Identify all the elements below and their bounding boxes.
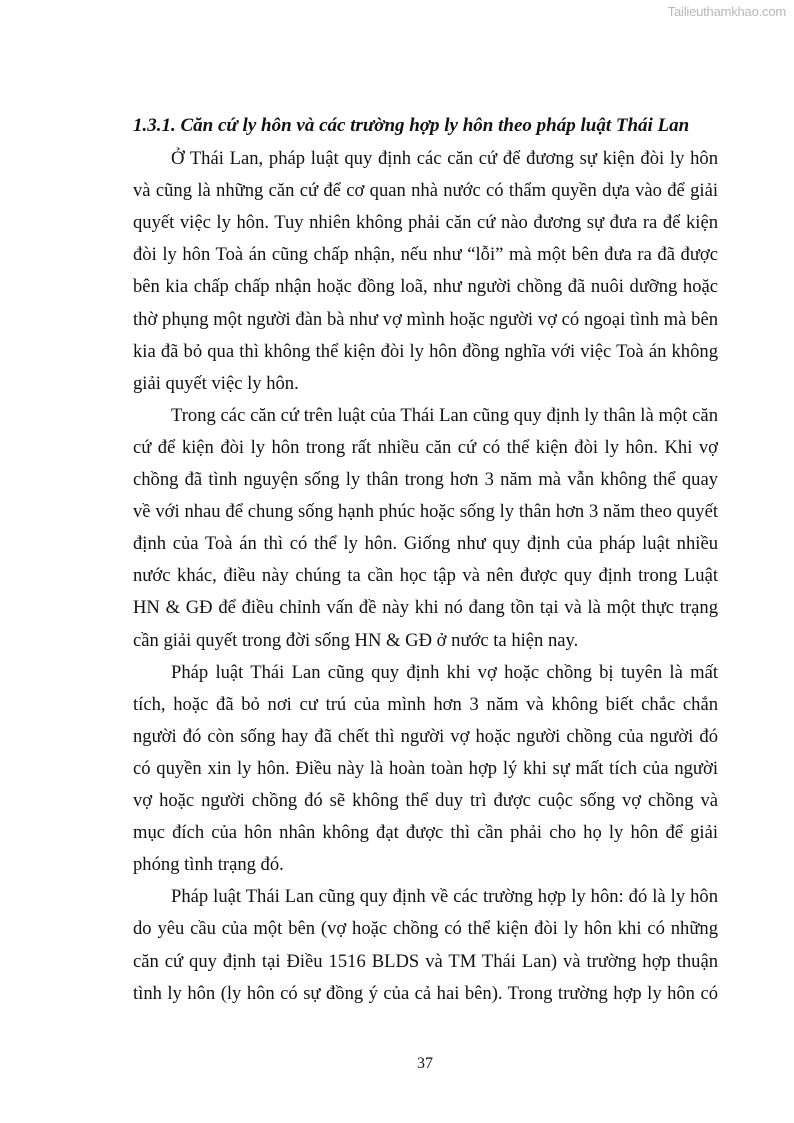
text-line: Trong các căn cứ trên luật của Thái Lan cũng quy định ly thân là một căn — [171, 404, 718, 426]
text-line: có quyền xin ly hôn. Điều này là hoàn toàn hợp lý khi sự mất tích của người — [133, 757, 718, 779]
text-line: nước khác, điều này chúng ta cần học tập và nên được quy định trong Luật — [133, 565, 718, 587]
section-heading: 1.3.1. Căn cứ ly hôn và các trường hợp ly hôn theo pháp luật Thái Lan — [133, 115, 690, 136]
text-line: căn cứ quy định tại Điều 1516 BLDS và TM Thái Lan) và trường hợp thuận — [133, 950, 718, 972]
text-line: do yêu cầu của một bên (vợ hoặc chồng có thể kiện đòi ly hôn khi có những — [133, 918, 718, 940]
text-line: về với nhau để chung sống hạnh phúc hoặc sống ly thân hơn 3 năm theo quyết — [133, 501, 718, 523]
text-line: định của Toà án thì có thể ly hôn. Giống như quy định của pháp luật nhiều — [133, 533, 718, 555]
text-line: giải quyết việc ly hôn. — [133, 372, 299, 394]
watermark: Tailieuthamkhao.com — [667, 4, 786, 19]
text-line: tích, hoặc đã bỏ nơi cư trú của mình hơn 3 năm và không biết chắc chắn — [133, 693, 718, 715]
text-line: tình ly hôn (ly hôn có sự đồng ý của cả hai bên). Trong trường hợp ly hôn có — [133, 982, 718, 1004]
text-line: đòi ly hôn Toà án cũng chấp nhận, nếu như “lỗi” mà một bên đưa ra đã được — [133, 244, 718, 266]
text-line: HN & GĐ để điều chỉnh vấn đề này khi nó đang tồn tại và là một thực trạng — [133, 597, 718, 619]
text-line: cần giải quyết trong đời sống HN & GĐ ở nước ta hiện nay. — [133, 629, 579, 651]
text-line: và cũng là những căn cứ để cơ quan nhà nước có thẩm quyền dựa vào để giải — [133, 180, 718, 202]
text-line: Ở Thái Lan, pháp luật quy định các căn cứ để đương sự kiện đòi ly hôn — [171, 148, 718, 169]
text-line: bên kia chấp chấp nhận hoặc đồng loã, như người chồng đã nuôi dưỡng hoặc — [133, 276, 718, 298]
text-line: mục đích của hôn nhân không đạt được thì cần phải cho họ ly hôn để giải — [133, 822, 718, 844]
page-number: 37 — [417, 1055, 433, 1072]
text-line: thờ phụng một người đàn bà như vợ mình hoặc người vợ có ngoại tình mà bên — [133, 308, 718, 330]
text-line: phóng tình trạng đó. — [133, 854, 284, 876]
text-line: Pháp luật Thái Lan cũng quy định về các trường hợp ly hôn: đó là ly hôn — [171, 886, 718, 908]
text-line: Pháp luật Thái Lan cũng quy định khi vợ hoặc chồng bị tuyên là mất — [171, 661, 718, 683]
text-line: vợ hoặc người chồng đó sẽ không thể duy trì được cuộc sống vợ chồng và — [133, 790, 718, 811]
text-line: kia đã bỏ qua thì không thể kiện đòi ly hôn đồng nghĩa với việc Toà án không — [133, 340, 718, 362]
text-line: chồng đã tình nguyện sống ly thân trong hơn 3 năm mà vẫn không thể quay — [133, 469, 718, 490]
text-line: quyết việc ly hôn. Tuy nhiên không phải căn cứ nào đương sự đưa ra để kiện — [133, 212, 718, 234]
text-line: cứ để kiện đòi ly hôn trong rất nhiều căn cứ có thể kiện đòi ly hôn. Khi vợ — [133, 436, 718, 458]
text-line: người đó còn sống hay đã chết thì người vợ hoặc người chồng của người đó — [133, 725, 718, 747]
